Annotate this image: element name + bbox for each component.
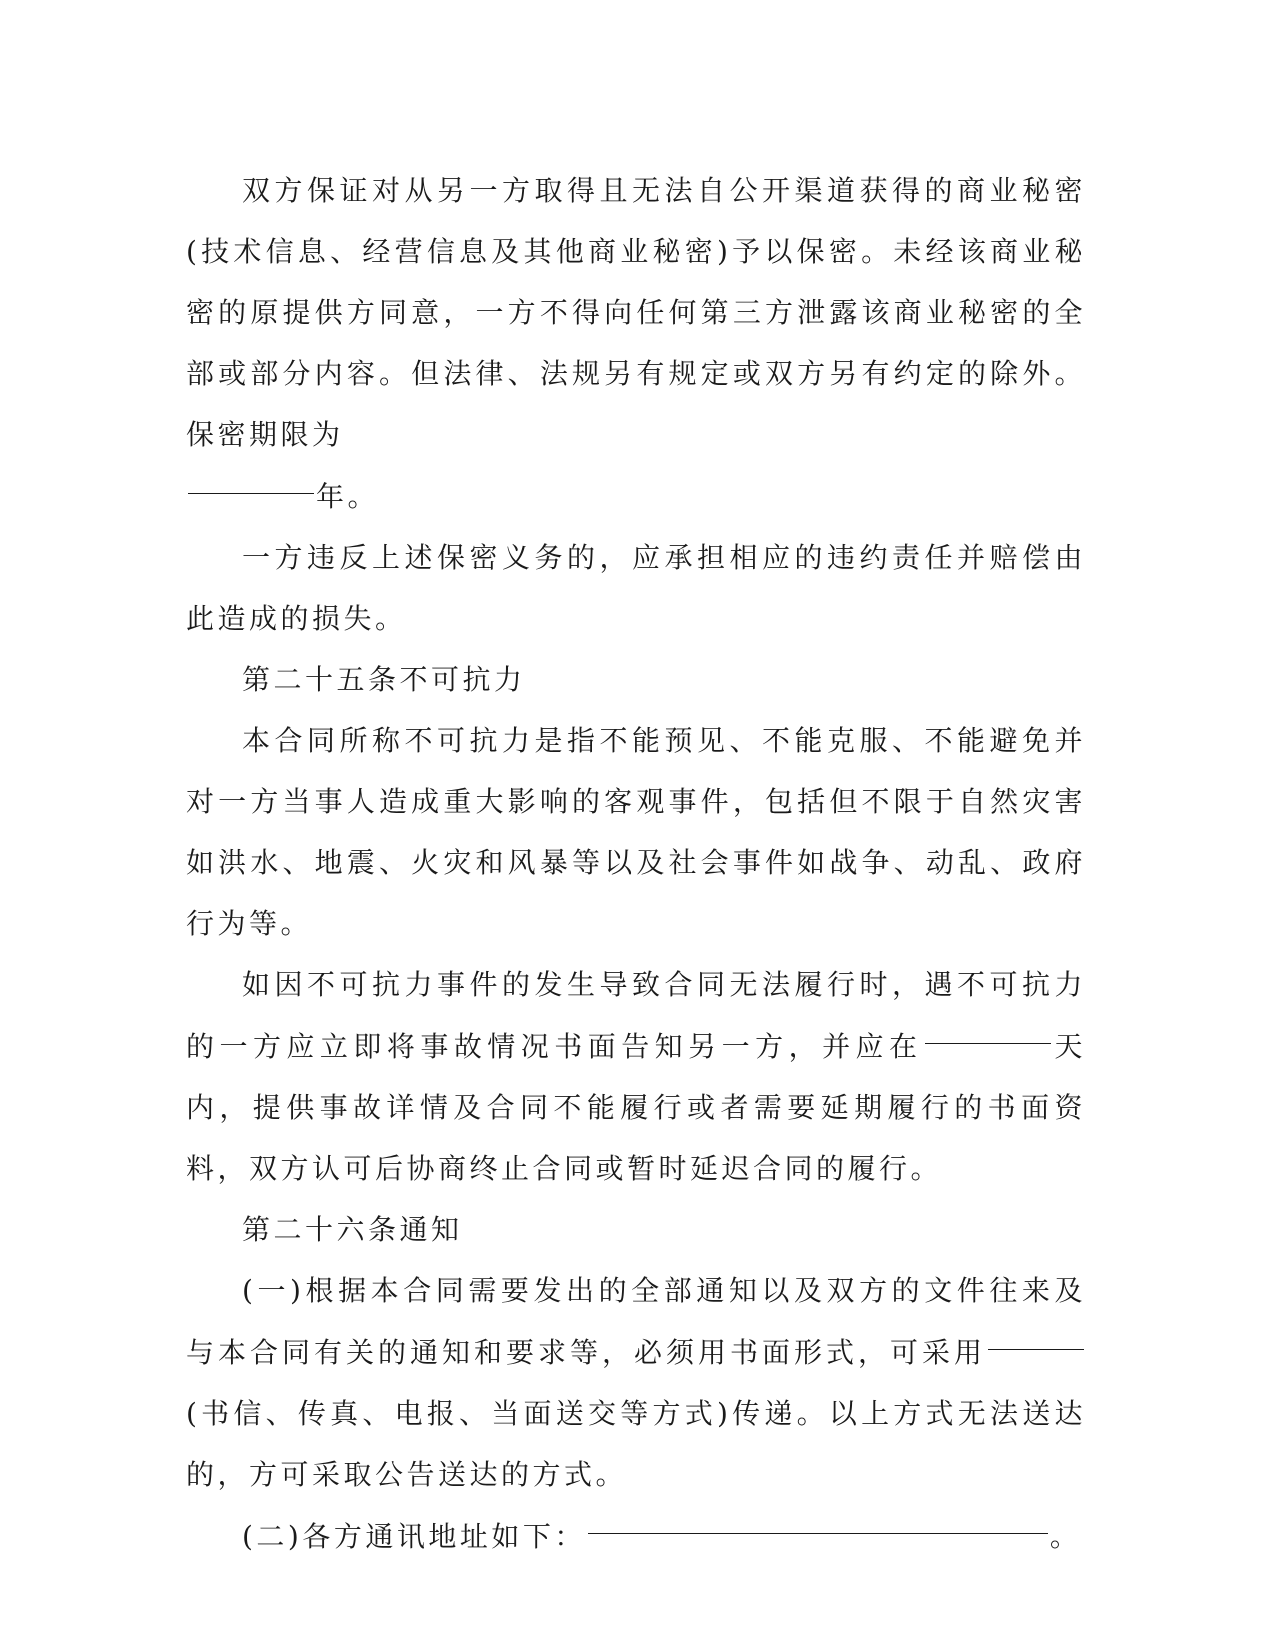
confidentiality-paragraph <box>186 160 1086 465</box>
address-paragraph <box>186 1505 1086 1567</box>
article-26-title: 第二十六条通知 <box>242 1213 463 1246</box>
force-majeure-notice <box>186 954 1086 1199</box>
term-years-suffix: 年。 <box>316 480 380 513</box>
address-blank <box>588 1493 1048 1534</box>
article-25-heading <box>186 649 1086 710</box>
breach-text: 一方违反上述保密义务的，应承担相应的违约责任并赔偿由此造成的损失。 <box>186 541 1086 635</box>
notice-method-paragraph <box>186 1260 1086 1505</box>
confidentiality-text: 双方保证对从另一方取得且无法自公开渠道获得的商业秘密(技术信息、经营信息及其他商业秘密)予以保密。未经该商业秘密的原提供方同意，一方不得向任何第三方泄露该商业秘密的全部或部分内容。但法律、法规另有规定或双方另有约定的除外。保密期限为 <box>186 174 1086 451</box>
notice-days-blank <box>925 1003 1051 1044</box>
force-majeure-notice-text-b: 天内，提供事故详情及合同不能履行或者需要延期履行的书面资料，双方认可后协商终止合同或暂时延迟合同的履行。 <box>186 1030 1086 1185</box>
article-25-title: 第二十五条不可抗力 <box>242 663 526 696</box>
address-label: (二)各方通讯地址如下： <box>242 1520 586 1553</box>
force-majeure-definition-text: 本合同所称不可抗力是指不能预见、不能克服、不能避免并对一方当事人造成重大影响的客观事件，包括但不限于自然灾害如洪水、地震、火灾和风暴等以及社会事件如战争、动乱、政府行为等。 <box>186 724 1086 940</box>
force-majeure-definition <box>186 710 1086 954</box>
confidentiality-term-line <box>186 465 1086 527</box>
notice-method-text-a: (一)根据本合同需要发出的全部通知以及双方的文件往来及与本合同有关的通知和要求等，必须用书面形式，可采用 <box>186 1274 1086 1369</box>
address-suffix: 。 <box>1049 1520 1082 1553</box>
term-years-blank <box>188 453 314 494</box>
article-26-heading <box>186 1199 1086 1260</box>
notice-method-text-b: (书信、传真、电报、当面送交等方式)传递。以上方式无法送达的，方可采取公告送达的方式。 <box>186 1397 1086 1491</box>
document-body <box>186 160 1086 1567</box>
breach-paragraph <box>186 527 1086 649</box>
notice-method-blank <box>988 1309 1084 1350</box>
force-majeure-notice-text-a: 如因不可抗力事件的发生导致合同无法履行时，遇不可抗力的一方应立即将事故情况书面告知另一方，并应在 <box>186 968 1086 1063</box>
